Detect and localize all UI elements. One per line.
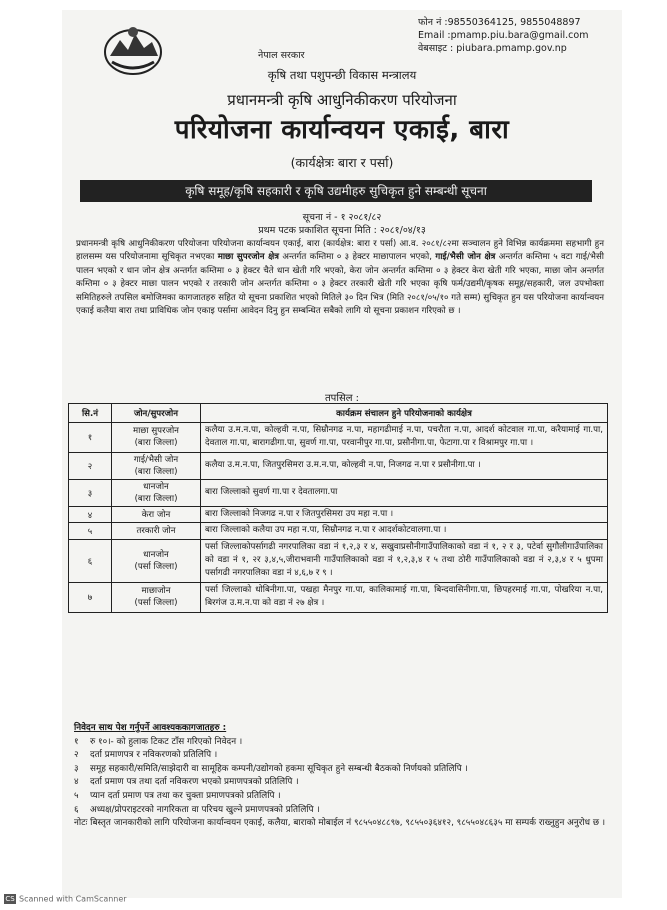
row-zone [112, 582, 201, 612]
row-desc: बारा जिल्लाको निजगढ न.पा र जितपुरसिमरा उप महा न.पा । [201, 506, 608, 522]
list-item [74, 749, 608, 763]
header-area: कार्यक्रम संचालन हुने परियोजनाको कार्यक्षेत्र [201, 404, 608, 423]
zone-name: धानजोन [143, 481, 169, 492]
zone-name: माछाजोन [141, 586, 171, 597]
row-sn: २ [69, 452, 112, 479]
row-sn: ७ [69, 582, 112, 612]
email-address: Email :pmamp.piu.bara@gmail.com [418, 30, 589, 41]
para-text-2: अन्तर्गत कम्तिमा ० ३ हेक्टर माछापालन भएको, [279, 252, 436, 263]
row-desc: पर्सा जिल्लाको धोबिनीगा.पा, पखहा मैनपुर गा.पा, कालिकामाई गा.पा, बिन्दवासिनीगा.पा, छिपहरमाई गा.पा, पोखरिया न.पा, बिरगंज उ.म.न.पा को वडा नं २७ क्षेत्र । [201, 582, 608, 612]
table-row [69, 452, 608, 479]
details-heading: तपसिल : [324, 393, 360, 404]
zone-district: (बारा जिल्ला) [134, 438, 178, 449]
row-desc: पर्सा जिल्लाकोपर्सागढी नगरपालिका वडा नं १,२,३ र ४, सखुवाप्रसौनीगाउँपालिकाको वडा नं १, २ र ३, पटेर्वा सुगौलीगाउँपालिका को वडा नं १, २र ३,४,५,जीराभवानी गाउँपालिकाको वडा नं १,२,३,४ र ५ तथा ठोरी गाउँपालिकाको वडा नं २,३,४ र ५ धुपमा पर्सागढी नगरपालिका वडा नं ४,६,७ र ९ । [201, 539, 608, 582]
item-number: २ [74, 750, 79, 761]
para-bold-1: माछा सुपरजोन क्षेत्र [217, 252, 280, 263]
row-zone [112, 539, 201, 582]
phone-number: फोन नं :9855036412‌5, 9855048897 [418, 17, 581, 28]
table-header-row [69, 404, 608, 423]
contact-block [418, 16, 618, 55]
scanner-text: Scanned with CamScanner [19, 894, 127, 904]
item-text: रु १०।- को हुलाक टिकट टाँस गरिएको निवेदन । [90, 736, 243, 747]
website-address: वेबसाइट : piubara.pmamp.gov.np [418, 43, 567, 54]
item-text: प्यान दर्ता प्रमाण पत्र तथा कर चुक्ता प्रमाणपत्रको प्रतिलिपि । [90, 790, 281, 801]
ministry-name: कृषि तथा पशुपन्छी विकास मन्त्रालय [267, 68, 417, 82]
item-text: समूह सहकारी/समिति/साझेदारी वा सामूहिक कम्पनी/उद्योगको हकमा सूचिकृत हुने सम्बन्धी बैठकको निर्णयको प्रतिलिपि । [90, 763, 468, 774]
government-label: नेपाल सरकार [258, 50, 305, 61]
para-text-1: प्रधानमन्त्री कृषि आधुनिकीकरण परियोजना परियोजना कार्यान्वयन एकाई, बारा (कार्यक्षेत्र: बारा र पर्सा) आ.व. २०८१/८२मा सञ्चालन हुने विभिन्न कार्यक्रममा सहभागी हुन हालसम्म यस परियोजनामा सूचिकृत नभएका [76, 239, 604, 263]
documents-title: निवेदन साथ पेश गर्नुपर्ने आवश्यककागजातहरु : [74, 723, 227, 733]
table-row [69, 539, 608, 582]
program-name: प्रधानमन्त्री कृषि आधुनिकीकरण परियोजना [227, 91, 457, 109]
list-item [74, 790, 608, 804]
item-number: ६ [74, 804, 79, 815]
row-desc: कलैया उ.म.न.पा, कोल्हवी न.पा, सिम्रौनगढ न.पा, महागढीमाई न.पा, पचरौता न.पा, आदर्श कोटवाल गा.पा, करैयामाई गा.पा, देवताल गा.पा, बारागढीगा.पा, सुवर्ण गा.पा, परवानीपुर गा.पा, प्रसौनीगा.पा, फेटागा.पा र विश्रामपुर गा.पा । [201, 423, 608, 453]
notice-page [62, 10, 622, 898]
row-desc: बारा जिल्लाको सुवर्ण गा.पा र देवतालगा.पा [201, 479, 608, 506]
row-sn: ६ [69, 539, 112, 582]
zone-table [68, 403, 608, 613]
item-number: ५ [74, 790, 79, 801]
para-text-3: अन्तर्गत कम्तिमा ५ वटा गाई/भैसी पालन भएको र धान जोन क्षेत्र अन्तर्गत कम्तिमा ० ३ हेक्टर चैते धान खेती गरि भएको, केरा जोन अन्तर्गत कम्तिमा ० ३ हेक्टर केरा खेती गरि भएका, माछा जोन अन्तर्गत कम्तिमा ० ३ हेक्टर माछा पालन भएको र तरकारी जोन अन्तर्गत कम्तिमा ० ३ हेक्टर तरकारी खेती गरि भएका कृषि फर्म/उद्यमी/कृषक समूह/सहकारी, जल उपभोक्ता समितिहरुले तपसिल बमोजिमका कागजातहरु सहित यो सूचना प्रकाशित भएको मितिले ३० दिन भित्र (मिति २०८१/०५/१० गते सम्म) सुचिकृत हुन यस परियोजना कार्यान्वयन एकाई कलैया बारा तथा प्राविधिक जोन एकाइ पर्सामा आवेदन दिनु हुन सम्बन्धित सबैको लागि यो सूचना प्रकाशन गरिएको छ । [76, 252, 604, 317]
camscanner-logo-icon: CS [5, 895, 15, 903]
header-sn: सि.नं [69, 404, 112, 423]
list-item [74, 776, 608, 790]
contact-note: नोटः बिस्तृत जानकारीको लागि परियोजना कार्यान्वयन एकाई, कलैया, बाराको मोबाईल नं ९८५५०४८८९७, ९८५५०३६४१२, ९८५५०४८६३५ मा सम्पर्क राख्नुहुन अनुरोध छ । [74, 818, 606, 829]
notice-number: सूचना नं - १ २०८१/८२ [302, 212, 382, 223]
zone-district: (बारा जिल्ला) [134, 466, 178, 477]
table-row [69, 506, 608, 522]
unit-title: परियोजना कार्यान्वयन एकाई, बारा [174, 115, 510, 145]
notice-banner: कृषि समूह/कृषि सहकारी र कृषि उद्यमीहरु सुचिकृत हुने सम्बन्धी सूचना [80, 180, 592, 202]
item-text: अध्यक्ष/प्रोपराइटरको नागरिकता वा परिचय खुल्ने प्रमाणपत्रको प्रतिलिपि । [90, 804, 320, 815]
list-item [74, 804, 608, 818]
item-number: ३ [74, 763, 79, 774]
row-zone: तरकारी जोन [112, 523, 201, 539]
row-desc: बारा जिल्लाको कलैया उप महा न.पा, सिम्रौनगढ न.पा र आदर्शकोटवालगा.पा । [201, 523, 608, 539]
item-number: ४ [74, 777, 79, 788]
zone-district: (पर्सा जिल्ला) [134, 598, 178, 609]
row-zone [112, 423, 201, 453]
item-text: दर्ता प्रमाण पत्र तथा दर्ता नविकरण भएको प्रमाणपत्रको प्रतिलिपि । [90, 777, 299, 788]
row-sn: ५ [69, 523, 112, 539]
para-bold-2: गाई/भैसी जोन क्षेत्र [435, 252, 496, 263]
zone-name: धानजोन [143, 549, 169, 560]
table-row [69, 479, 608, 506]
table-row [69, 423, 608, 453]
list-item [74, 736, 608, 750]
list-item [74, 763, 608, 777]
zone-district: (बारा जिल्ला) [134, 493, 178, 504]
row-desc: कलैया उ.म.न.पा, जितपुरसिमरा उ.म.न.पा, कोल्हवी न.पा, निजगढ न.पा र प्रसौनीगा.पा । [201, 452, 608, 479]
row-sn: ४ [69, 506, 112, 522]
zone-name: माछा सुपरजोन [133, 426, 179, 437]
first-publish-date: प्रथम पटक प्रकाशित सूचना मिति : २०८१/०४/१३ [258, 225, 426, 236]
required-documents [74, 722, 608, 831]
row-zone: केरा जोन [112, 506, 201, 522]
row-zone [112, 452, 201, 479]
row-zone [112, 479, 201, 506]
header-zone: जोन/सुपरजोन [112, 404, 201, 423]
zone-name: गाई/भैसी जोन [133, 454, 179, 465]
table-row [69, 582, 608, 612]
item-text: दर्ता प्रमाणपत्र र नविकरणको प्रतिलिपि । [90, 750, 218, 761]
notice-paragraph [76, 238, 604, 318]
row-sn: ३ [69, 479, 112, 506]
row-sn: १ [69, 423, 112, 453]
item-number: १ [74, 736, 79, 747]
scanner-watermark [4, 894, 127, 904]
zone-district: (पर्सा जिल्ला) [134, 561, 178, 572]
table-row [69, 523, 608, 539]
work-area: (कार्यक्षेत्रः बारा र पर्सा) [290, 155, 394, 170]
